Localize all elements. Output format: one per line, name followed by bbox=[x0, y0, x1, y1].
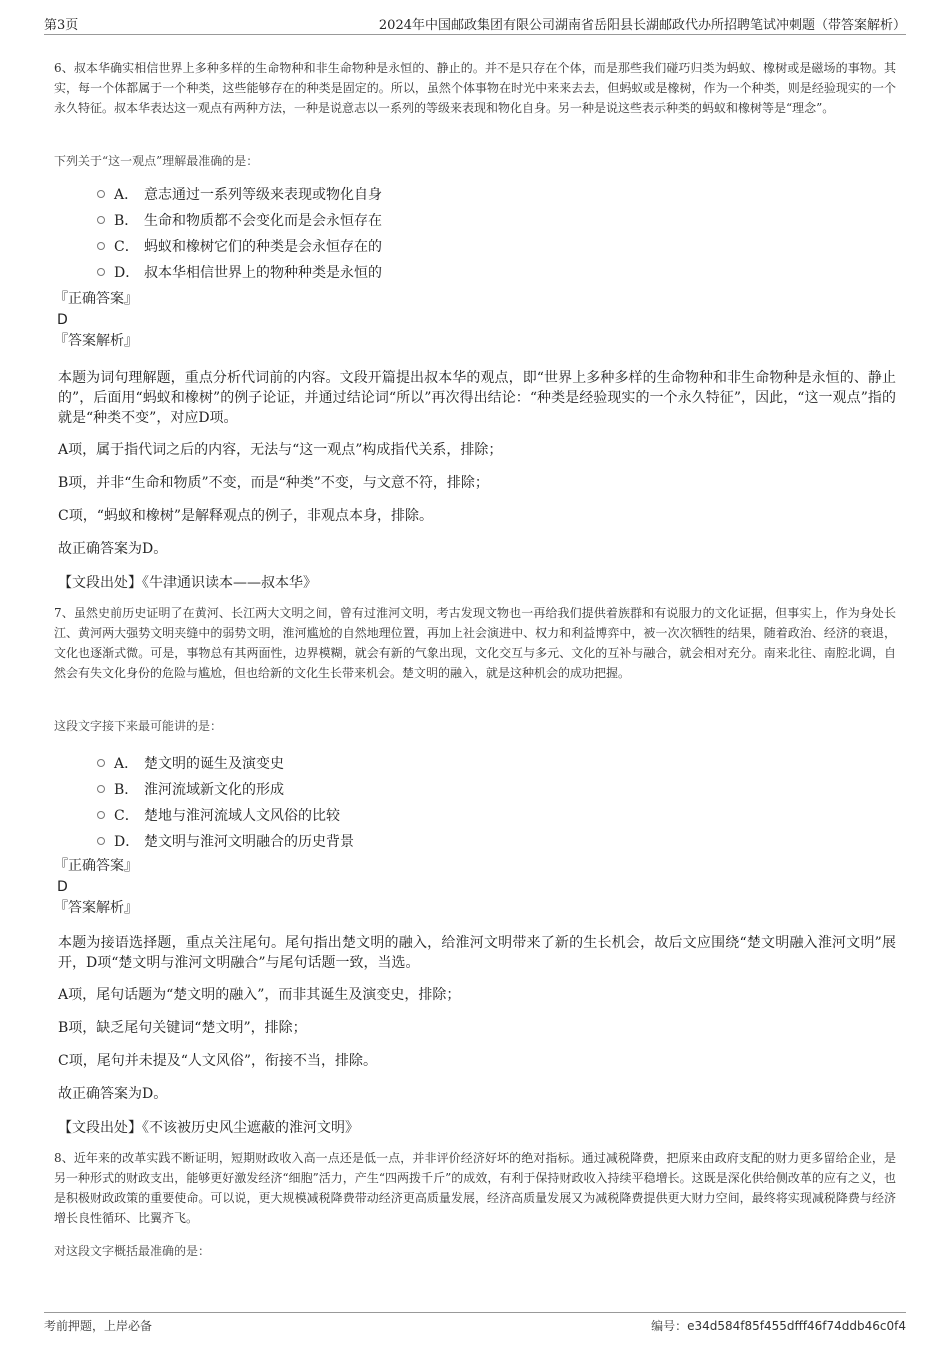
radio-button-icon[interactable] bbox=[97, 837, 105, 845]
option-a[interactable] bbox=[54, 749, 896, 775]
option-letter: C． bbox=[114, 239, 139, 255]
option-d[interactable] bbox=[54, 827, 896, 853]
option-letter: D． bbox=[114, 834, 140, 850]
passage-source: 【文段出处】《不该被历史风尘遮蔽的淮河文明》 bbox=[58, 1120, 359, 1136]
radio-button-icon[interactable] bbox=[97, 242, 105, 250]
option-text: 叔本华相信世界上的物种种类是永恒的 bbox=[144, 265, 382, 281]
radio-button-icon[interactable] bbox=[97, 785, 105, 793]
analysis-paragraph: A项，尾句话题为“楚文明的融入”，而非其诞生及演变史，排除； bbox=[58, 987, 461, 1003]
option-b[interactable] bbox=[54, 206, 896, 232]
option-letter: B． bbox=[114, 213, 139, 229]
option-text: 楚地与淮河流域人文风俗的比较 bbox=[144, 808, 340, 824]
analysis-paragraph: C项，尾句并未提及“人文风俗”，衔接不当，排除。 bbox=[58, 1053, 378, 1069]
option-text: 淮河流域新文化的形成 bbox=[144, 782, 284, 798]
document-title: 2024年中国邮政集团有限公司湖南省岳阳县长湖邮政代办所招聘笔试冲刺题（带答案解析） bbox=[378, 18, 906, 33]
correct-answer-label: 『正确答案』 bbox=[54, 291, 138, 307]
page-header bbox=[44, 14, 906, 35]
question-stem: 6、叔本华确实相信世界上多种多样的生命物种和非生命物种是永恒的、静止的。并不是只存在个体，而是那些我们碰巧归类为蚂蚁、橡树或是磁场的事物。其实，每一个体都属于一个种类，这些能够存在的种类是固定的。所以，虽然个体事物在时光中来来去去，但蚂蚁或是橡树，作为一个种类，则是经验现实的一个永久特征。叔本华表达这一观点有两种方法，一种是说意志以一系列的等级来表现和物化自身。另一种是说这些表示种类的蚂蚁和橡树等是“理念”。 bbox=[54, 61, 896, 115]
option-text: 意志通过一系列等级来表现或物化自身 bbox=[144, 187, 382, 203]
analysis-paragraph: B项，并非“生命和物质”不变，而是“种类”不变，与文意不符，排除； bbox=[58, 475, 489, 491]
options-list bbox=[54, 749, 896, 853]
option-b[interactable] bbox=[54, 775, 896, 801]
footer-slogan: 考前押题，上岸必备 bbox=[44, 1319, 153, 1333]
correct-answer-label: 『正确答案』 bbox=[54, 858, 138, 874]
question-prompt: 这段文字接下来最可能讲的是： bbox=[54, 719, 223, 733]
analysis-paragraph: A项，属于指代词之后的内容，无法与“这一观点”构成指代关系，排除； bbox=[58, 442, 503, 458]
option-letter: D． bbox=[114, 265, 140, 281]
document-body bbox=[54, 58, 896, 1260]
analysis-paragraph: 故正确答案为D。 bbox=[58, 1086, 168, 1102]
option-text: 生命和物质都不会变化而是会永恒存在 bbox=[144, 213, 382, 229]
radio-button-icon[interactable] bbox=[97, 268, 105, 276]
analysis-paragraph: 本题为词句理解题，重点分析代词前的内容。文段开篇提出叔本华的观点，即“世界上多种多样的生命物种和非生命物种是永恒的、静止的”，后面用“蚂蚁和橡树”的例子论证，并通过结论词“所以”再次得出结论：“种类是经验现实的一个永久特征”，因此，“这一观点”指的就是“种类不变”，对应D项。 bbox=[58, 370, 896, 426]
document-id-code: e34d584f85f455dfff46f74ddb46c0f4 bbox=[687, 1319, 906, 1333]
analysis-label: 『答案解析』 bbox=[54, 900, 138, 916]
analysis-paragraph: B项，缺乏尾句关键词“楚文明”，排除； bbox=[58, 1020, 307, 1036]
option-text: 蚂蚁和橡树它们的种类是会永恒存在的 bbox=[144, 239, 382, 255]
option-text: 楚文明与淮河文明融合的历史背景 bbox=[144, 834, 354, 850]
document-id bbox=[651, 1317, 906, 1334]
option-d[interactable] bbox=[54, 258, 896, 284]
radio-button-icon[interactable] bbox=[97, 216, 105, 224]
page-footer bbox=[44, 1312, 906, 1334]
option-a[interactable] bbox=[54, 180, 896, 206]
option-letter: C． bbox=[114, 808, 139, 824]
question-prompt: 下列关于“这一观点”理解最准确的是： bbox=[54, 154, 259, 168]
analysis-paragraph: C项，“蚂蚁和橡树”是解释观点的例子，非观点本身，排除。 bbox=[58, 508, 434, 524]
correct-answer: D bbox=[57, 879, 68, 895]
radio-button-icon[interactable] bbox=[97, 190, 105, 198]
question-stem: 7、虽然史前历史证明了在黄河、长江两大文明之间，曾有过淮河文明，考古发现文物也一再给我们提供着族群和有说服力的文化证据，但事实上，作为身处长江、黄河两大强势文明夹缝中的弱势文明，淮河尴尬的自然地理位置，再加上社会演进中、权力和利益博弈中，被一次次牺牲的结果，随着政治、经济的衰退，文化也逐渐式微。可是，事物总有其两面性，边界模糊，就会有新的气象出现，文化交互与多元、文化的互补与融合，就会相对充分。南来北往、南腔北调，自然会有失文化身份的危险与尴尬，但也给新的文化生长带来机会。楚文明的融入，就是这种机会的成功把握。 bbox=[54, 606, 896, 680]
document-id-label: 编号： bbox=[651, 1319, 688, 1333]
analysis-paragraph: 故正确答案为D。 bbox=[58, 541, 168, 557]
passage-source: 【文段出处】《牛津通识读本——叔本华》 bbox=[58, 575, 317, 591]
option-letter: B． bbox=[114, 782, 139, 798]
option-c[interactable] bbox=[54, 801, 896, 827]
question-stem: 8、近年来的改革实践不断证明，短期财政收入高一点还是低一点，并非评价经济好坏的绝对指标。通过减税降费，把原来由政府支配的财力更多留给企业，是另一种形式的财政支出，能够更好激发经济“细胞”活力，产生“四两拨千斤”的成效，有利于保持财政收入持续平稳增长。这既是深化供给侧改革的应有之义，也是积极财政政策的重要使命。可以说，更大规模减税降费带动经济更高质量发展，经济高质量发展又为减税降费提供更大财力空间，最终将实现减税降费与经济增长良性循环、比翼齐飞。 bbox=[54, 1151, 896, 1225]
option-letter: A． bbox=[114, 187, 139, 203]
radio-button-icon[interactable] bbox=[97, 759, 105, 767]
question-prompt: 对这段文字概括最准确的是： bbox=[54, 1244, 211, 1258]
page-number: 第3页 bbox=[44, 18, 79, 33]
radio-button-icon[interactable] bbox=[97, 811, 105, 819]
analysis-paragraph: 本题为接语选择题，重点关注尾句。尾句指出楚文明的融入，给淮河文明带来了新的生长机会，故后文应围绕“楚文明融入淮河文明”展开，D项“楚文明与淮河文明融合”与尾句话题一致，当选。 bbox=[58, 935, 896, 971]
option-c[interactable] bbox=[54, 232, 896, 258]
options-list bbox=[54, 180, 896, 284]
option-letter: A． bbox=[114, 756, 139, 772]
option-text: 楚文明的诞生及演变史 bbox=[144, 756, 284, 772]
correct-answer: D bbox=[57, 312, 68, 328]
analysis-label: 『答案解析』 bbox=[54, 333, 138, 349]
